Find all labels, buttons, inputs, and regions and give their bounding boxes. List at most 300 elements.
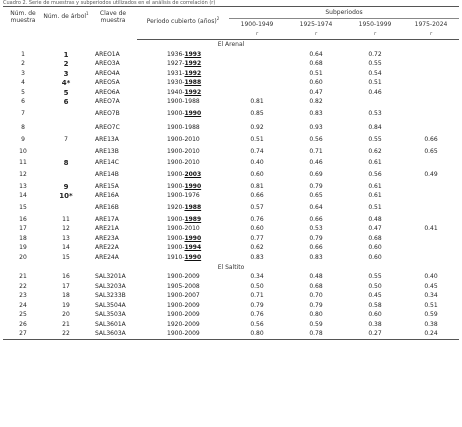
correlation-value: 0.76	[250, 311, 264, 319]
correlation-value: 0.48	[309, 273, 323, 281]
correlation-value: 0.82	[309, 98, 323, 106]
correlation-value	[403, 234, 459, 244]
correlation-value: 0.71	[309, 147, 323, 155]
period-end: 1990	[184, 110, 202, 117]
tree-number: 12	[62, 225, 70, 233]
tree-number: 2	[63, 60, 69, 69]
section-title: El Saltito	[217, 263, 245, 271]
period-end: 2009	[184, 320, 200, 328]
section-row	[3, 263, 459, 273]
correlation-value: 0.60	[368, 311, 382, 319]
period-start: 1930-	[167, 79, 185, 87]
header-r-4: r	[403, 30, 459, 40]
correlation-value: 0.78	[285, 330, 347, 340]
period-start: 1900-	[167, 159, 185, 167]
period-start: 1940-	[167, 88, 185, 96]
correlation-value: 0.92	[250, 124, 264, 131]
table-row	[3, 234, 459, 244]
table-row	[3, 159, 459, 169]
tree-number: 8	[63, 159, 69, 168]
period-start: 1900-	[167, 330, 185, 338]
sample-key: SAL3201A	[95, 273, 126, 281]
table-row	[3, 121, 459, 135]
correlation-value: 0.47	[368, 225, 382, 233]
correlation-value: 0.79	[250, 301, 264, 309]
correlation-value	[229, 69, 285, 79]
sample-key: ARE13B	[95, 147, 119, 155]
correlation-value	[403, 69, 459, 79]
sample-number: 25	[19, 311, 27, 319]
correlation-value: 0.40	[250, 159, 264, 167]
period-end: 1993	[184, 50, 202, 58]
correlation-value: 0.64	[309, 50, 323, 58]
correlation-value: 0.38	[424, 320, 438, 328]
sample-number: 12	[19, 171, 27, 178]
correlation-value	[229, 79, 285, 89]
correlation-value: 0.59	[424, 311, 438, 319]
correlation-value: 0.51	[309, 69, 323, 77]
correlation-value: 0.57	[250, 204, 264, 211]
table-header	[3, 7, 459, 40]
period-covered	[137, 225, 229, 235]
sample-number: 9	[21, 135, 25, 143]
table-row	[3, 273, 459, 283]
period-start: 1931-	[167, 69, 185, 77]
sample-key: AREO1A	[95, 50, 120, 58]
sample-number: 18	[19, 234, 27, 242]
period-end: 1990	[184, 253, 202, 261]
sample-number: 6	[21, 98, 25, 106]
period-covered	[137, 182, 229, 192]
correlation-value: 0.60	[309, 79, 323, 87]
correlation-value: 0.51	[250, 135, 264, 143]
sample-key: ARE14B	[95, 171, 119, 178]
sample-key: ARE23A	[95, 234, 119, 242]
correlation-value: 0.62	[368, 147, 382, 155]
correlation-value: 0.66	[309, 215, 323, 223]
period-end: 1994	[184, 244, 202, 252]
correlation-value: 0.49	[424, 171, 438, 178]
correlation-value: 0.81	[250, 182, 264, 190]
header-r-2: r	[285, 30, 347, 40]
correlation-value: 0.60	[368, 244, 382, 252]
table-row	[3, 168, 459, 182]
correlation-value	[403, 98, 459, 108]
tree-number: 19	[62, 301, 70, 309]
sample-number: 27	[3, 330, 43, 340]
header-muestra: Núm. de muestra	[3, 7, 43, 40]
sample-key: SAL3503A	[95, 311, 126, 319]
correlation-value: 0.83	[250, 253, 264, 261]
correlation-value: 0.46	[309, 159, 323, 167]
correlation-value: 0.64	[309, 204, 323, 211]
period-covered	[137, 168, 229, 182]
correlation-value: 0.48	[368, 215, 382, 223]
period-covered	[137, 107, 229, 121]
correlation-value: 0.56	[309, 135, 323, 143]
correlation-value: 0.77	[250, 234, 264, 242]
sample-number: 2	[21, 60, 25, 68]
tree-number: 5	[63, 88, 69, 97]
period-start: 1900-	[167, 147, 185, 155]
tree-number: 16	[62, 273, 70, 281]
correlation-value: 0.79	[309, 182, 323, 190]
correlation-value: 0.93	[309, 124, 323, 131]
table-row	[3, 320, 459, 330]
period-start: 1900-	[167, 311, 185, 319]
correlation-value: 0.34	[250, 273, 264, 281]
period-end: 2008	[184, 282, 200, 290]
correlation-value	[403, 88, 459, 98]
period-end: 1992	[184, 69, 202, 77]
samples-table	[3, 6, 459, 340]
period-start: 1900-	[167, 110, 185, 117]
correlation-value	[347, 98, 403, 108]
period-end: 2003	[184, 171, 202, 178]
correlation-value: 0.81	[250, 98, 264, 106]
period-covered	[137, 50, 229, 60]
tree-number: 14	[62, 244, 70, 252]
sample-number: 16	[19, 215, 27, 223]
period-start: 1900-	[167, 244, 185, 252]
period-end: 2009	[184, 330, 200, 338]
header-subperiodos: Subperiodos	[229, 7, 459, 19]
period-start: 1900-	[167, 135, 185, 143]
sample-key: SAL3233B	[95, 292, 126, 300]
correlation-value	[403, 79, 459, 89]
period-covered	[137, 253, 229, 263]
correlation-value: 0.76	[250, 215, 264, 223]
sample-key: SAL3504A	[95, 301, 126, 309]
tree-number: 11	[62, 215, 70, 223]
correlation-value	[229, 50, 285, 60]
period-start: 1927-	[167, 60, 185, 68]
correlation-value: 0.56	[250, 320, 264, 328]
correlation-value: 0.53	[368, 110, 382, 117]
header-arbol: Núm. de árbol$^1$	[43, 7, 89, 40]
period-start: 1920-	[167, 204, 185, 211]
sample-number: 1	[21, 50, 25, 58]
tree-number: 20	[62, 311, 70, 319]
table-row	[3, 135, 459, 145]
sample-key: AREO3A	[95, 60, 120, 68]
table-row	[3, 201, 459, 215]
sample-key: ARE24A	[95, 253, 119, 261]
correlation-value: 0.50	[368, 282, 382, 290]
period-start: 1900-	[167, 215, 185, 223]
sample-key: SAL3601A	[95, 320, 126, 328]
period-end: 1992	[184, 60, 202, 68]
sample-number: 20	[19, 253, 27, 261]
period-covered	[137, 79, 229, 89]
period-start: 1936-	[167, 50, 185, 58]
period-covered	[137, 145, 229, 159]
table-row	[3, 145, 459, 159]
period-start: 1900-	[167, 124, 185, 131]
period-covered	[137, 135, 229, 145]
correlation-value: 0.34	[424, 292, 438, 300]
sample-key: ARE15A	[95, 182, 119, 190]
sample-key: ARE22A	[95, 244, 119, 252]
correlation-value	[403, 215, 459, 225]
correlation-value: 0.51	[368, 204, 382, 211]
period-end: 2009	[184, 311, 200, 319]
period-covered	[137, 215, 229, 225]
period-covered	[137, 311, 229, 321]
period-covered	[137, 292, 229, 302]
correlation-value: 0.55	[368, 60, 382, 68]
correlation-value: 0.27	[347, 330, 403, 340]
correlation-value	[403, 60, 459, 70]
sample-key: AREO7B	[95, 110, 120, 117]
table-row	[3, 330, 459, 340]
correlation-value: 0.70	[309, 292, 323, 300]
correlation-value: 0.84	[368, 124, 382, 131]
tree-number: 4*	[61, 79, 71, 88]
section-title: El Arenal	[217, 41, 245, 48]
period-covered	[137, 244, 229, 254]
tree-number	[43, 107, 89, 121]
period-start: 1900-	[167, 171, 185, 178]
period-start: 1900-	[167, 182, 185, 190]
correlation-value: 0.47	[309, 88, 323, 96]
correlation-value: 0.56	[368, 171, 382, 178]
sample-number: 7	[21, 110, 25, 117]
correlation-value: 0.60	[250, 225, 264, 233]
tree-number: 10*	[59, 192, 73, 201]
correlation-value: 0.61	[368, 159, 382, 167]
period-end: 2007	[184, 292, 200, 300]
correlation-value: 0.51	[424, 301, 438, 309]
correlation-value	[403, 107, 459, 121]
table-row	[3, 98, 459, 108]
sample-number: 3	[21, 69, 25, 77]
sample-number: 22	[19, 282, 27, 290]
table-row	[3, 79, 459, 89]
correlation-value: 0.61	[368, 192, 382, 200]
period-end: 2010	[184, 159, 200, 167]
correlation-value	[403, 50, 459, 60]
period-start: 1900-	[167, 98, 185, 106]
tree-number: 1	[63, 50, 69, 59]
period-start: 1905-	[167, 282, 185, 290]
period-end: 1992	[184, 88, 202, 96]
table-row	[3, 69, 459, 79]
correlation-value	[229, 60, 285, 70]
period-end: 2009	[184, 301, 200, 309]
correlation-value: 0.41	[424, 225, 438, 233]
correlation-value: 0.74	[250, 147, 264, 155]
period-end: 1990	[184, 182, 202, 190]
table-row	[3, 292, 459, 302]
period-covered	[137, 121, 229, 135]
table-row	[3, 60, 459, 70]
correlation-value: 0.66	[309, 244, 323, 252]
correlation-value: 0.54	[368, 69, 382, 77]
period-covered	[137, 320, 229, 330]
sample-number: 24	[19, 301, 27, 309]
sample-key: AREO6A	[95, 88, 120, 96]
period-end: 1988	[184, 98, 200, 106]
period-start: 1900-	[167, 301, 185, 309]
period-end: 1990	[184, 234, 202, 242]
correlation-value: 0.65	[424, 147, 438, 155]
tree-number: 17	[62, 282, 70, 290]
tree-number: 13	[62, 234, 70, 242]
tree-number: 6	[63, 98, 69, 107]
sample-key: AREO7A	[95, 98, 120, 106]
table-row	[3, 244, 459, 254]
tree-number: 18	[62, 292, 70, 300]
sample-key: ARE14C	[95, 159, 119, 167]
sample-number: 15	[19, 204, 27, 211]
correlation-value: 0.80	[309, 311, 323, 319]
sample-number: 21	[19, 273, 27, 281]
correlation-value: 0.45	[424, 282, 438, 290]
period-covered	[137, 192, 229, 202]
period-end: 2010	[184, 225, 200, 233]
sample-key: SAL3203A	[95, 282, 126, 290]
period-covered	[137, 301, 229, 311]
period-covered	[137, 159, 229, 169]
table-row	[3, 107, 459, 121]
sample-key: AREO7C	[95, 124, 120, 131]
table-row	[3, 311, 459, 321]
correlation-value: 0.68	[309, 60, 323, 68]
period-end: 1988	[184, 204, 202, 211]
correlation-value	[403, 201, 459, 215]
sample-number: 19	[19, 244, 27, 252]
period-end: 2010	[184, 135, 200, 143]
header-arbol-footnote: 1	[86, 11, 89, 16]
correlation-value	[403, 244, 459, 254]
table-row	[3, 301, 459, 311]
correlation-value: 0.55	[368, 135, 382, 143]
sample-number: 14	[19, 192, 27, 200]
correlation-value: 0.45	[368, 292, 382, 300]
correlation-value: 0.66	[424, 135, 438, 143]
correlation-value: 0.68	[309, 282, 323, 290]
header-subperiod-4: 1975-2024	[414, 21, 448, 28]
correlation-value: 0.72	[368, 50, 382, 58]
period-start: 1900-	[167, 273, 185, 281]
correlation-value: 0.61	[368, 182, 382, 190]
sample-number: 23	[19, 292, 27, 300]
header-periodo: Periodo cubierto (años)$^2$	[137, 7, 229, 31]
period-covered	[137, 282, 229, 292]
tree-number	[43, 145, 89, 159]
tree-number: 7	[64, 135, 68, 143]
correlation-value: 0.65	[309, 192, 323, 200]
table-row	[3, 182, 459, 192]
correlation-value	[403, 182, 459, 192]
correlation-value	[403, 253, 459, 263]
correlation-value: 0.53	[309, 225, 323, 233]
correlation-value: 0.83	[309, 253, 323, 261]
header-periodo-spacer	[137, 30, 229, 40]
period-end: 1989	[184, 215, 202, 223]
correlation-value	[403, 121, 459, 135]
sample-number: 5	[21, 88, 25, 96]
table-row	[3, 282, 459, 292]
table-row	[3, 192, 459, 202]
table-body	[3, 40, 459, 340]
correlation-value: 0.83	[309, 110, 323, 117]
correlation-value: 0.79	[309, 301, 323, 309]
period-start: 1920-	[167, 320, 185, 328]
period-covered	[137, 88, 229, 98]
sample-key: ARE17A	[95, 215, 119, 223]
table-row	[3, 88, 459, 98]
correlation-value: 0.58	[368, 301, 382, 309]
tree-number: 3	[63, 69, 69, 78]
correlation-value: 0.46	[368, 88, 382, 96]
period-end: 2010	[184, 147, 200, 155]
sample-number: 4	[21, 79, 25, 87]
table-row	[3, 225, 459, 235]
period-covered	[137, 69, 229, 79]
correlation-value: 0.68	[368, 234, 382, 242]
document	[3, 0, 459, 340]
correlation-value: 0.51	[368, 79, 382, 87]
sample-number: 26	[19, 320, 27, 328]
sample-key: SAL3603A	[89, 330, 137, 340]
header-subperiod-3: 1950-1999	[358, 21, 392, 28]
correlation-value: 0.55	[368, 273, 382, 281]
period-start: 1900-	[167, 292, 185, 300]
correlation-value: 0.40	[424, 273, 438, 281]
header-subperiod-2: 1925-1974	[299, 21, 333, 28]
sample-number: 11	[19, 159, 27, 167]
header-subperiod-1: 1900-1949	[240, 21, 274, 28]
correlation-value	[229, 88, 285, 98]
header-r-3: r	[347, 30, 403, 40]
sample-key: ARE16B	[95, 204, 119, 211]
table-row	[3, 215, 459, 225]
period-end: 1988	[184, 79, 202, 87]
correlation-value: 0.62	[250, 244, 264, 252]
tree-number	[43, 201, 89, 215]
period-end: 1988	[184, 124, 200, 131]
table-caption: Cuadro 2. Serie de muestras y subperiodos utilizados en el análisis de correlación (r)	[3, 0, 216, 6]
period-end: 2009	[184, 273, 200, 281]
correlation-value: 0.59	[309, 320, 323, 328]
sample-number: 10	[19, 147, 27, 155]
sample-key: ARE16A	[95, 192, 119, 200]
tree-number: 22	[43, 330, 89, 340]
correlation-value: 0.38	[368, 320, 382, 328]
correlation-value: 0.71	[250, 292, 264, 300]
header-clave: Clave de muestra	[89, 7, 137, 40]
correlation-value: 0.80	[229, 330, 285, 340]
correlation-value: 0.85	[250, 110, 264, 117]
period-start: 1910-	[167, 253, 185, 261]
period-covered	[137, 234, 229, 244]
section-row	[3, 40, 459, 51]
sample-key: AREO5A	[95, 79, 120, 87]
header-r-1: r	[229, 30, 285, 40]
sample-number: 17	[19, 225, 27, 233]
correlation-value	[403, 192, 459, 202]
tree-number	[43, 168, 89, 182]
period-covered	[137, 273, 229, 283]
correlation-value	[403, 159, 459, 169]
sample-key: AREO4A	[95, 69, 120, 77]
period-start: 1900-	[167, 225, 185, 233]
correlation-value: 0.79	[309, 234, 323, 242]
header-periodo-footnote: 2	[216, 16, 220, 21]
correlation-value: 0.69	[309, 171, 323, 178]
